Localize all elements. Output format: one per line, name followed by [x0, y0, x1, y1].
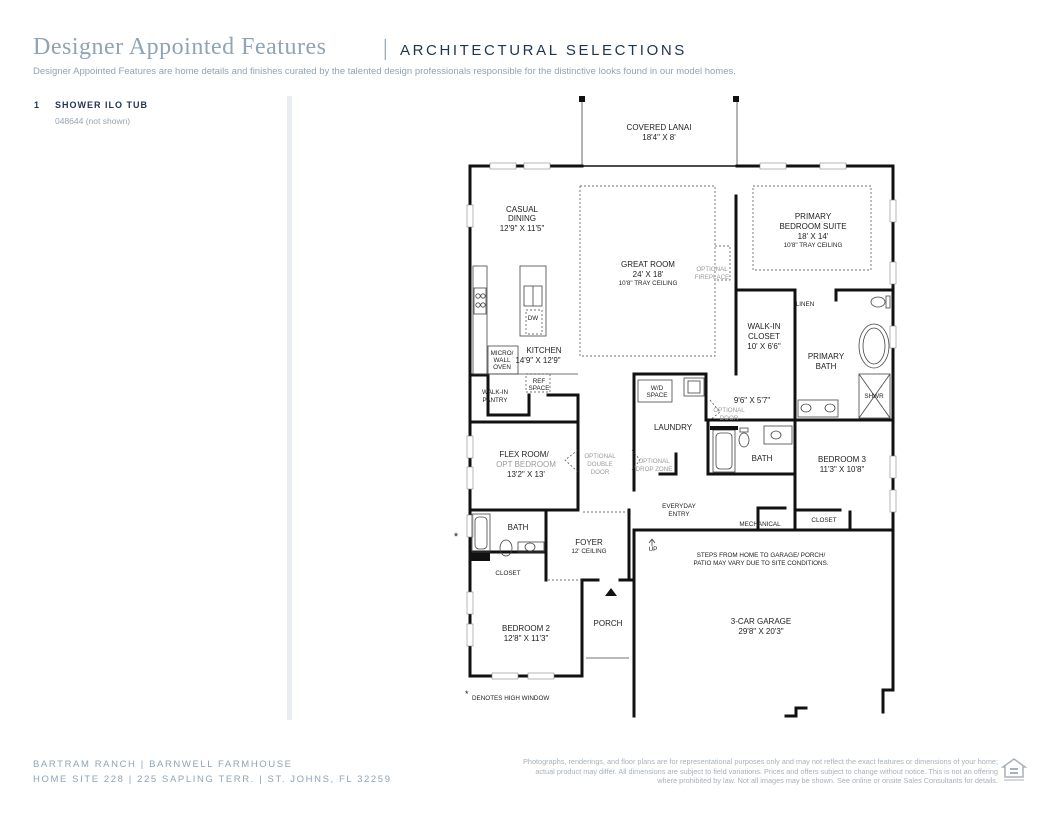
room-bed2-size: 12'8" X 11'3": [503, 634, 549, 643]
shwr-label: SHWR: [864, 393, 884, 400]
room-wic-size: 10' X 6'6": [747, 342, 781, 351]
room-flex-alt: OPT BEDROOM: [496, 460, 556, 469]
room-primary-note: 10'8" TRAY CEILING: [783, 242, 843, 249]
room-bath-mid: BATH: [751, 454, 773, 463]
footer-address-line: [33, 774, 392, 785]
micro-label-2: WALL: [493, 357, 511, 364]
pantry-label-1: WALK-IN: [481, 389, 509, 396]
divider-bar: [287, 96, 292, 720]
city: ST. JOHNS, FL 32259: [267, 774, 392, 785]
up-label: UP: [648, 546, 658, 553]
optional-double-door-1: OPTIONAL: [584, 453, 616, 460]
linen-label: LINEN: [795, 301, 815, 308]
room-porch: PORCH: [593, 619, 623, 628]
room-bed3-name: BEDROOM 3: [817, 455, 867, 464]
room-foyer-note: 12' CEILING: [571, 548, 607, 555]
community-name: BARTRAM RANCH: [33, 759, 137, 770]
feature-name: SHOWER ILO TUB: [55, 100, 148, 110]
room-wic-name2: CLOSET: [747, 332, 781, 341]
footer-sep: |: [140, 759, 145, 770]
room-lanai-size: 18'4" X 8': [642, 133, 676, 142]
feature-code: 048644 (not shown): [55, 116, 131, 126]
address: 225 SAPLING TERR.: [137, 774, 255, 785]
title-separator: |: [383, 35, 388, 60]
closet-left-label: CLOSET: [495, 570, 521, 577]
plan-name: BARNWELL FARMHOUSE: [149, 759, 293, 770]
ref-space-2: SPACE: [528, 385, 550, 392]
pantry-label-2: PANTRY: [482, 397, 508, 404]
optional-door-1: OPTIONAL: [713, 407, 745, 414]
optional-drop-zone-1: OPTIONAL: [638, 458, 670, 465]
room-wic-name1: WALK-IN: [747, 322, 781, 331]
everyday-entry-1: EVERYDAY: [662, 503, 696, 510]
room-laundry: LAUNDRY: [653, 423, 693, 432]
closet-right-label: CLOSET: [811, 517, 837, 524]
page-title: Designer Appointed Features: [33, 34, 327, 60]
entry-arrow: [605, 588, 617, 596]
optional-drop-zone-2: DROP ZONE: [635, 466, 673, 473]
micro-label-3: OVEN: [493, 364, 511, 371]
room-dining-name2: DINING: [508, 214, 536, 223]
optional-double-door-2: DOUBLE: [587, 461, 613, 468]
legal-disclaimer: Photographs, renderings, and floor plans are for representational purposes only and may not reflect the exact features or dimensions of your home; actual product may differ. All dimensions are subject to field variations. Prices and offers subject to change without notice. This is not an offering where prohibited by law. Not all images may be shown. See online or onsite Sales Consultants for details.: [523, 757, 998, 786]
wd-space-1: W/D: [650, 385, 664, 392]
room-great-size: 24' X 18': [632, 270, 664, 279]
room-great-note: 10'8" TRAY CEILING: [618, 280, 678, 287]
legend-mark: *: [465, 689, 469, 699]
room-flex-size: 13'2" X 13': [507, 470, 545, 479]
floor-plan: [440, 90, 910, 720]
homesite: HOME SITE 228: [33, 774, 125, 785]
footer-sep: |: [259, 774, 264, 785]
room-kitchen-name: KITCHEN: [526, 346, 562, 355]
footer-sep: |: [128, 774, 133, 785]
room-dining-size: 12'9" X 11'5": [499, 224, 545, 233]
optional-door-2: DOOR: [719, 415, 739, 422]
room-garage-name: 3-CAR GARAGE: [730, 617, 792, 626]
room-primary-name2: BEDROOM SUITE: [779, 222, 847, 231]
everyday-entry-2: ENTRY: [668, 511, 690, 518]
room-lanai-name: COVERED LANAI: [626, 123, 692, 132]
room-primary-size: 18' X 14': [797, 232, 829, 241]
micro-label-1: MICRO/: [490, 350, 514, 357]
steps-note-1: STEPS FROM HOME TO GARAGE/ PORCH/: [696, 552, 826, 559]
closet-dim-label: 9'6" X 5'7": [733, 396, 771, 405]
room-primary-name1: PRIMARY: [794, 212, 832, 221]
feature-number: 1: [34, 100, 40, 110]
room-bed2-name: BEDROOM 2: [501, 624, 551, 633]
room-dining-name1: CASUAL: [505, 205, 539, 214]
footer-community-line: [33, 759, 293, 770]
page-subtitle: ARCHITECTURAL SELECTIONS: [400, 42, 687, 59]
optional-fireplace-2: FIREPLACE: [694, 274, 730, 281]
steps-note-2: PATIO MAY VARY DUE TO SITE CONDITIONS.: [693, 560, 829, 567]
room-pbath-name2: BATH: [815, 362, 837, 371]
room-bath-left: BATH: [507, 523, 529, 532]
kitchen-fixtures: [473, 266, 578, 392]
room-flex-name: FLEX ROOM/: [499, 450, 549, 459]
room-kitchen-size: 14'9" X 12'9": [515, 356, 561, 365]
high-window-mark: *: [453, 531, 459, 543]
room-garage-size: 29'8" X 20'3": [738, 627, 784, 636]
room-great-name: GREAT ROOM: [621, 260, 675, 269]
ref-space-1: REF: [532, 378, 546, 385]
page-description: Designer Appointed Features are home details and finishes curated by the talented design professionals responsible for the distinctive looks found in our model homes.: [33, 66, 736, 77]
room-pbath-name1: PRIMARY: [807, 352, 845, 361]
equal-housing-opportunity-icon: [1001, 757, 1027, 783]
room-foyer-name: FOYER: [575, 538, 603, 547]
wd-space-2: SPACE: [646, 392, 668, 399]
room-bed3-size: 11'3" X 10'8": [819, 465, 865, 474]
dw-label: DW: [527, 315, 539, 322]
optional-double-door-3: DOOR: [590, 469, 610, 476]
mechanical-label: MECHANICAL: [739, 521, 781, 528]
optional-fireplace-1: OPTIONAL: [696, 266, 728, 273]
legend-text: DENOTES HIGH WINDOW: [472, 695, 550, 702]
